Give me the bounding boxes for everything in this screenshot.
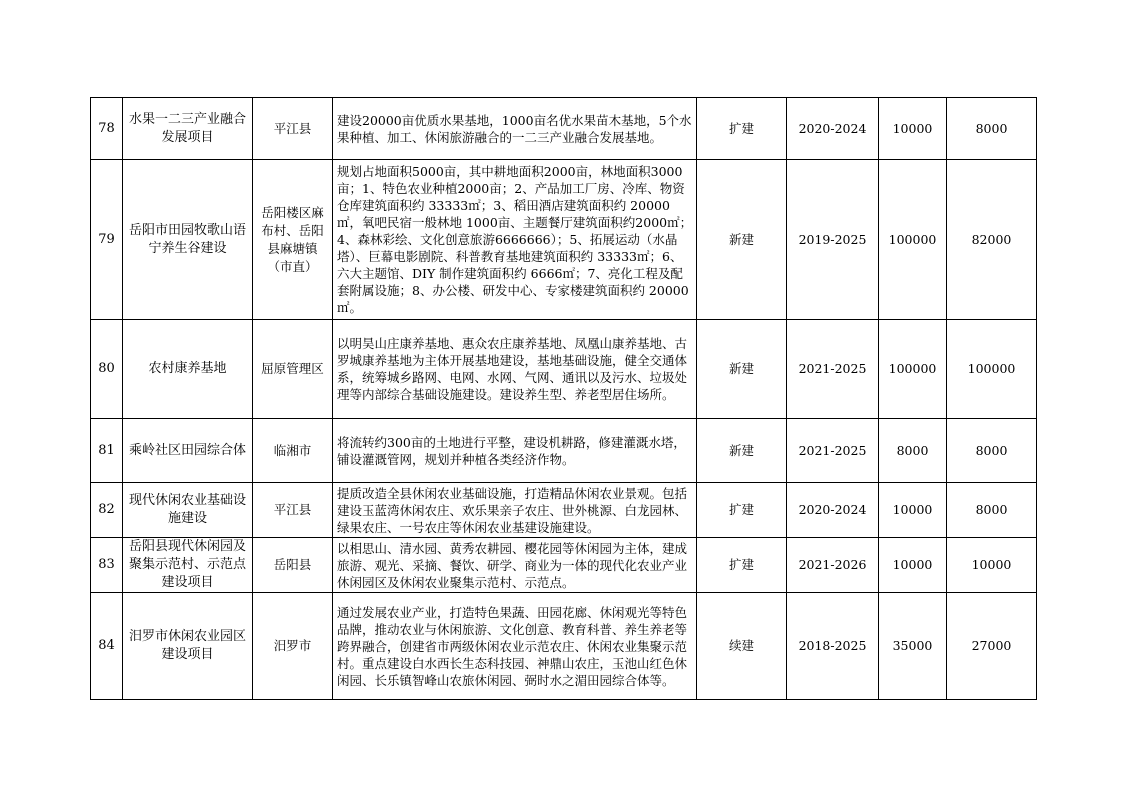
table-row (91, 593, 1037, 700)
project-location: 岳阳县 (253, 538, 333, 593)
table-row (91, 419, 1037, 483)
project-content: 以相思山、清水园、黄秀农耕园、樱花园等休闲园为主体，建成旅游、观光、采摘、餐饮、研学、商业为一体的现代化农业产业休闲园区及休闲农业聚集示范村、示范点。 (333, 538, 697, 593)
total-investment: 100000 (879, 320, 947, 419)
table-row (91, 98, 1037, 160)
row-number: 78 (91, 98, 123, 160)
planned-investment: 8000 (947, 419, 1037, 483)
table-row (91, 320, 1037, 419)
construction-type: 新建 (697, 160, 787, 320)
table-row (91, 538, 1037, 593)
project-location: 平江县 (253, 98, 333, 160)
project-location: 临湘市 (253, 419, 333, 483)
construction-period: 2021-2025 (787, 320, 879, 419)
project-content: 通过发展农业产业，打造特色果蔬、田园花廊、休闲观光等特色品牌，推动农业与休闲旅游、文化创意、教育科普、养生养老等跨界融合，创建省市两级休闲农业示范农庄、休闲农业集聚示范村。重点建设白水西长生态科技园、神鼎山农庄，玉池山红色休闲园、长乐镇智峰山农旅休闲园、弼时水之湄田园综合体等。 (333, 593, 697, 700)
construction-period: 2020-2024 (787, 98, 879, 160)
project-content: 将流转约300亩的土地进行平整，建设机耕路，修建灌溉水塔，铺设灌溉管网，规划并种植各类经济作物。 (333, 419, 697, 483)
construction-period: 2021-2025 (787, 419, 879, 483)
construction-type: 新建 (697, 419, 787, 483)
row-number: 81 (91, 419, 123, 483)
planned-investment: 27000 (947, 593, 1037, 700)
row-number: 84 (91, 593, 123, 700)
planned-investment: 8000 (947, 98, 1037, 160)
table-row (91, 483, 1037, 538)
total-investment: 10000 (879, 483, 947, 538)
project-table (90, 97, 1037, 700)
project-content: 规划占地面积5000亩，其中耕地面积2000亩，林地面积3000亩；1、特色农业种植2000亩；2、产品加工厂房、冷库、物资仓库建筑面积约 33333㎡；3、稻田酒店建筑面积约 20000㎡，氧吧民宿一般林地 1000亩、主题餐厅建筑面积约2000㎡；4、森林彩绘、文化创意旅游6666666）；5、拓展运动（水晶塔）、巨幕电影剧院、科普教育基地建筑面积约 33333㎡；6、六大主题馆、DIY 制作建筑面积约 6666㎡；7、亮化工程及配 套附属设施；8、办公楼、研发中心、专家楼建筑面积约 20000㎡。 (333, 160, 697, 320)
project-name: 岳阳市田园牧歌山语宁养生谷建设 (123, 160, 253, 320)
row-number: 80 (91, 320, 123, 419)
total-investment: 10000 (879, 538, 947, 593)
table-row (91, 160, 1037, 320)
project-location: 汨罗市 (253, 593, 333, 700)
construction-type: 续建 (697, 593, 787, 700)
project-name: 岳阳县现代休闲园及聚集示范村、示范点建设项目 (123, 538, 253, 593)
total-investment: 100000 (879, 160, 947, 320)
construction-period: 2019-2025 (787, 160, 879, 320)
row-number: 82 (91, 483, 123, 538)
project-location: 屈原管理区 (253, 320, 333, 419)
planned-investment: 100000 (947, 320, 1037, 419)
construction-type: 扩建 (697, 483, 787, 538)
project-content: 以明昊山庄康养基地、惠众农庄康养基地、凤凰山康养基地、古罗城康养基地为主体开展基地建设，基地基础设施，健全交通体系，统筹城乡路网、电网、水网、气网、通讯以及污水、垃圾处理等内部综合基础设施建设。建设养生型、养老型居住场所。 (333, 320, 697, 419)
planned-investment: 10000 (947, 538, 1037, 593)
construction-period: 2021-2026 (787, 538, 879, 593)
project-location: 平江县 (253, 483, 333, 538)
row-number: 79 (91, 160, 123, 320)
planned-investment: 8000 (947, 483, 1037, 538)
project-name: 水果一二三产业融合发展项目 (123, 98, 253, 160)
total-investment: 10000 (879, 98, 947, 160)
construction-period: 2018-2025 (787, 593, 879, 700)
project-location: 岳阳楼区麻布村、岳阳县麻塘镇（市直） (253, 160, 333, 320)
project-name: 现代休闲农业基础设施建设 (123, 483, 253, 538)
project-content: 建设20000亩优质水果基地，1000亩名优水果苗木基地，5个水果种植、加工、休闲旅游融合的一二三产业融合发展基地。 (333, 98, 697, 160)
project-name: 汨罗市休闲农业园区建设项目 (123, 593, 253, 700)
total-investment: 8000 (879, 419, 947, 483)
total-investment: 35000 (879, 593, 947, 700)
project-name: 农村康养基地 (123, 320, 253, 419)
planned-investment: 82000 (947, 160, 1037, 320)
project-name: 乘岭社区田园综合体 (123, 419, 253, 483)
construction-type: 扩建 (697, 538, 787, 593)
construction-type: 新建 (697, 320, 787, 419)
construction-type: 扩建 (697, 98, 787, 160)
row-number: 83 (91, 538, 123, 593)
construction-period: 2020-2024 (787, 483, 879, 538)
project-content: 提质改造全县休闲农业基础设施，打造精品休闲农业景观。包括建设玉蓝湾休闲农庄、欢乐果亲子农庄、世外桃源、白龙园林、绿果农庄、一号农庄等休闲农业基建设施建设。 (333, 483, 697, 538)
